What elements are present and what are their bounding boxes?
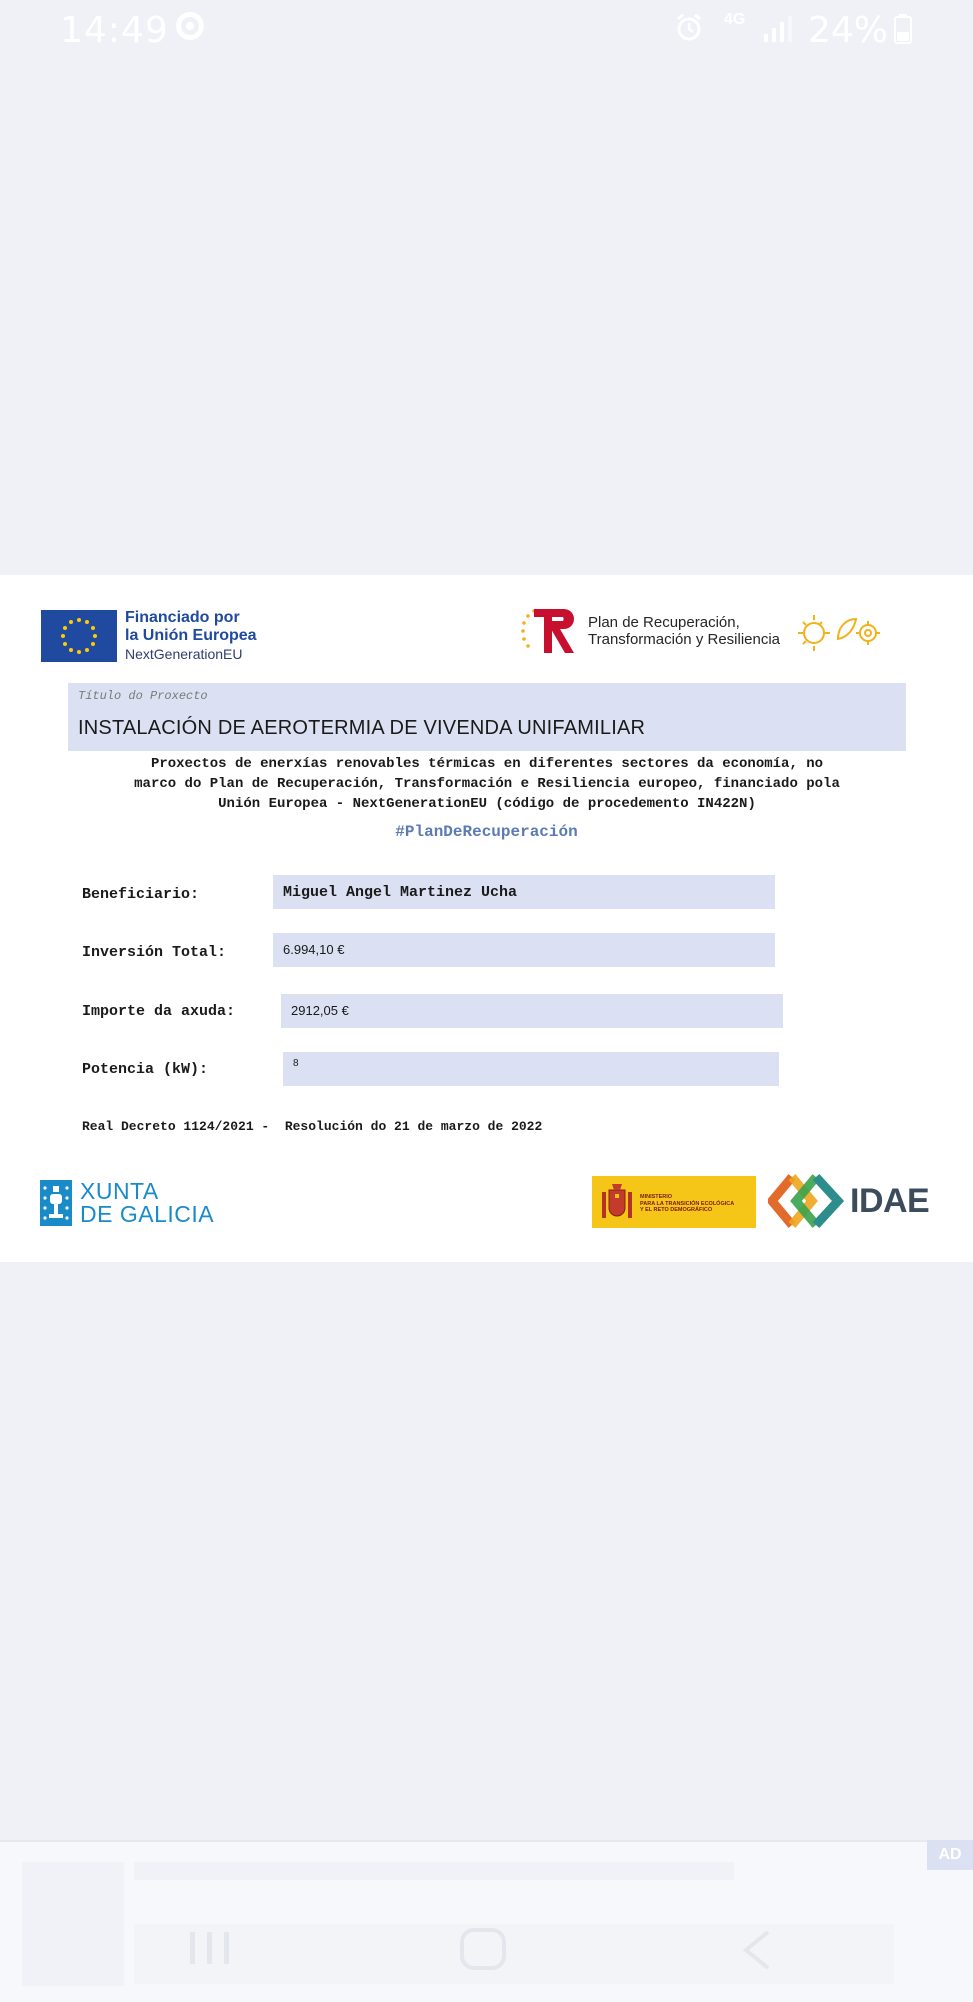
back-button[interactable] bbox=[738, 1930, 774, 1970]
idae-logo-text: IDAE bbox=[850, 1181, 930, 1220]
power-field bbox=[283, 1052, 779, 1086]
network-type: 4G bbox=[724, 11, 746, 28]
recent-apps-button[interactable] bbox=[188, 1930, 232, 1966]
project-title-label: Título do Proxecto bbox=[78, 689, 208, 703]
alarm-icon bbox=[674, 12, 704, 42]
signal-icon bbox=[762, 14, 792, 42]
project-title: INSTALACIÓN DE AEROTERMIA DE VIVENDA UNIFAMILIAR bbox=[78, 717, 646, 739]
total-investment-label: Inversión Total: bbox=[82, 944, 227, 961]
ministerio-line3: Y EL RETO DEMOGRÁFICO bbox=[640, 1207, 713, 1213]
power-label: Potencia (kW): bbox=[82, 1061, 209, 1078]
beneficiary-label: Beneficiario: bbox=[82, 886, 200, 903]
notification-icon bbox=[176, 12, 204, 40]
aid-amount-value: 2912,05 € bbox=[291, 1003, 349, 1018]
xunta-emblem-icon bbox=[40, 1180, 72, 1226]
eu-logo-line3: NextGenerationEU bbox=[125, 646, 243, 662]
battery-icon bbox=[894, 14, 912, 44]
xunta-logo-line1: XUNTA bbox=[80, 1178, 159, 1204]
total-investment-value: 6.994,10 € bbox=[283, 942, 345, 957]
legal-reference: Real Decreto 1124/2021 - Resolución do 21 de marzo de 2022 bbox=[82, 1119, 543, 1134]
eu-flag-icon bbox=[41, 610, 117, 662]
description-line: marco do Plan de Recuperación, Transformación e Resiliencia europeo, financiado pola bbox=[134, 776, 840, 792]
idae-logo bbox=[768, 1173, 929, 1229]
tr-monogram-icon bbox=[520, 605, 580, 657]
status-bar bbox=[0, 0, 973, 60]
aid-amount-label: Importe da axuda: bbox=[82, 1003, 236, 1020]
home-button[interactable] bbox=[460, 1928, 506, 1970]
prtr-logo-line2: Transformación y Resiliencia bbox=[588, 631, 781, 648]
project-sign-document bbox=[0, 575, 973, 1262]
recovery-plan-logo bbox=[520, 605, 884, 657]
beneficiary-value: Miguel Angel Martinez Ucha bbox=[283, 884, 518, 901]
eu-logo-line2: la Unión Europea bbox=[125, 627, 257, 644]
power-value: 8 bbox=[293, 1058, 299, 1069]
ministerio-logo bbox=[592, 1176, 756, 1228]
ad-image-placeholder[interactable] bbox=[22, 1862, 124, 1986]
beneficiary-field bbox=[273, 875, 775, 909]
status-time: 14:49 bbox=[60, 10, 169, 51]
prtr-logo-line1: Plan de Recuperación, bbox=[588, 614, 740, 631]
description-line: Proxectos de enerxías renovables térmicas en diferentes sectores da economía, no bbox=[150, 756, 824, 772]
ministerio-line1: MINISTERIO bbox=[640, 1194, 673, 1200]
description-line: Unión Europea - NextGenerationEU (código de procedemento IN422N) bbox=[218, 796, 756, 812]
xunta-galicia-logo bbox=[40, 1180, 214, 1226]
project-description bbox=[62, 754, 912, 814]
sun-leaf-gear-icon bbox=[792, 609, 884, 653]
ad-badge[interactable]: AD bbox=[927, 1840, 973, 1870]
eu-funding-logo bbox=[41, 609, 257, 663]
hashtag: #PlanDeRecuperación bbox=[395, 823, 578, 841]
eu-logo-line1: Financiado por bbox=[125, 609, 240, 626]
ministerio-line2: PARA LA TRANSICIÓN ECOLÓGICA bbox=[640, 1200, 735, 1207]
coat-of-arms-icon bbox=[600, 1182, 634, 1222]
project-title-box bbox=[68, 683, 906, 751]
idae-emblem-icon bbox=[768, 1173, 846, 1229]
ad-text-placeholder bbox=[134, 1862, 734, 1880]
xunta-logo-line2: DE GALICIA bbox=[80, 1201, 215, 1227]
total-investment-field bbox=[273, 933, 775, 967]
aid-amount-field bbox=[281, 994, 783, 1028]
battery-percent: 24% bbox=[808, 10, 889, 51]
ad-content-placeholder[interactable] bbox=[134, 1924, 894, 1984]
